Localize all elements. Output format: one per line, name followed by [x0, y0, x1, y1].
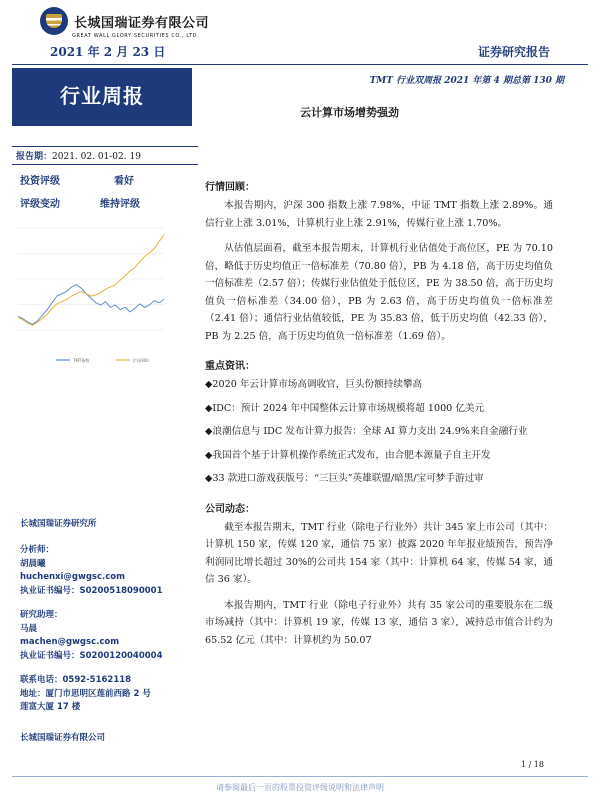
- news-item: ◆33 款进口游戏获版号：“三巨头”英雄联盟/暗黑/宝可梦手游过审: [205, 473, 484, 484]
- report-type: 证券研究报告: [477, 45, 550, 59]
- period-divider-bottom: [12, 164, 198, 165]
- assistant-cert: 执业证书编号：S0200120040004: [20, 650, 163, 661]
- report-headline: 云计算市场增势强劲: [300, 106, 399, 119]
- analyst-label: 分析师：: [20, 545, 55, 555]
- analyst-block: [20, 544, 195, 598]
- assistant-block: [20, 609, 195, 663]
- company-news-title: 公司动态：: [205, 503, 255, 515]
- company-news-p1: 截至本报告期末，TMT 行业（除电子行业外）共计 345 家上市公司（其中：计算机 150 家，传媒 120 家，通信 75 家）披露 2020 年年报业绩预告，预告净利润同比增长超过 30%的公司共 154 家（其中：计算机 64 家，传媒 54 家，通信 36 家）。: [205, 521, 553, 585]
- news-item: ◆IDC：预计 2024 年中国整体云计算市场规模将超 1000 亿美元: [205, 402, 485, 414]
- period-value: 2021. 02. 01-02. 19: [52, 152, 141, 162]
- legend-label: 沪深300: [133, 358, 149, 363]
- period-divider-top: [12, 146, 198, 147]
- company-news-p2: 本报告期内，TMT 行业（除电子行业外）共有 35 家公司的重要股东在二级市场减持（其中：计算机 19 家，传媒 13 家，通信 3 家），减持总市值合计约为 65.52 亿元（其中：计算机约为 50.07: [205, 599, 553, 646]
- chart-series-line: [18, 235, 164, 326]
- analyst-name: 胡晨曦: [20, 558, 46, 569]
- contact-phone: 联系电话：0592-5162118: [20, 675, 132, 685]
- invest-rating-value: 看好: [114, 176, 134, 187]
- footer-divider: [12, 776, 588, 777]
- invest-rating-label: 投资评级: [20, 176, 60, 187]
- company-name-en: GREAT WALL GLORY SECURITIES CO., LTD.: [72, 33, 200, 39]
- key-news-title: 重点资讯：: [205, 361, 255, 372]
- index-chart: [14, 220, 172, 375]
- issue-number: TMT 行业双周报 2021 年第 4 期总第 130 期: [369, 76, 564, 86]
- contact-block: [20, 674, 195, 715]
- page-number: 1 / 18: [520, 760, 544, 769]
- contact-address: 地址：厦门市思明区莲前西路 2 号: [20, 688, 151, 699]
- report-date: 2021 年 2 月 23 日: [50, 45, 166, 59]
- sidebar-company-name: 长城国瑞证券有限公司: [20, 733, 106, 743]
- news-item: ◆2020 年云计算市场高调收官，巨头份额持续攀高: [205, 379, 423, 390]
- market-review-p1: 本报告期内，沪深 300 指数上涨 7.98%，中证 TMT 指数上涨 2.89%。通信行业上涨 3.01%，计算机行业上涨 2.91%，传媒行业上涨 1.70%。: [205, 200, 553, 229]
- header-divider: [12, 64, 588, 65]
- news-item: ◆浪潮信息与 IDC 发布计算力报告：全球 AI 算力支出 24.9%来自金融行业: [205, 426, 528, 437]
- market-review-title: 行情回顾：: [205, 182, 255, 193]
- analyst-email[interactable]: huchenxi@gwgsc.com: [20, 572, 125, 582]
- company-logo: [40, 6, 209, 36]
- rating-change-label: 评级变动: [20, 199, 60, 210]
- category-label: 行业周报: [60, 84, 144, 108]
- assistant-email[interactable]: machen@gwgsc.com: [20, 637, 120, 647]
- assistant-name: 马晨: [20, 623, 38, 634]
- news-item: ◆我国首个基于计算机操作系统正式发布，由合肥本源量子自主开发: [205, 449, 491, 461]
- main-content: [205, 178, 553, 649]
- analyst-cert: 执业证书编号：S0200518090001: [20, 585, 163, 596]
- report-period: [16, 149, 141, 162]
- contact-address-line2: 莲富大厦 17 楼: [20, 702, 81, 712]
- period-label: 报告期：: [16, 152, 53, 162]
- institute-name: 长城国瑞证券研究所: [20, 519, 97, 529]
- index-chart-svg: [14, 220, 172, 375]
- company-name-cn: 长城国瑞证券有限公司: [74, 15, 210, 31]
- logo-icon: [40, 7, 68, 35]
- market-review-p2: 从估值层面看，截至本报告期末，计算机行业估值处于高位区，PE 为 70.10 倍，略低于历史均值正一倍标准差（70.80 倍），PB 为 4.18 倍，高于历史均值负一倍标准差（2.57 倍）；传媒行业估值处于低位区，PE 为 38.50 倍，高于历史均值负一倍标准差（34.00 倍），PB 为 2.63 倍，高于历史均值负一倍标准差（2.41 倍）；通信行业估值较低，PE 为 35.83 倍，低于历史均值（42.33 倍），PB 为 2.25 倍，高于历史均值负一倍标准差（1.69 倍）。: [205, 243, 553, 342]
- rating-change-value: 维持评级: [100, 199, 140, 210]
- footer-disclaimer: 请参阅最后一页的股票投资评级说明和法律声明: [216, 783, 384, 792]
- legend-label: TMT指数: [73, 358, 90, 363]
- assistant-label: 研究助理：: [20, 610, 63, 620]
